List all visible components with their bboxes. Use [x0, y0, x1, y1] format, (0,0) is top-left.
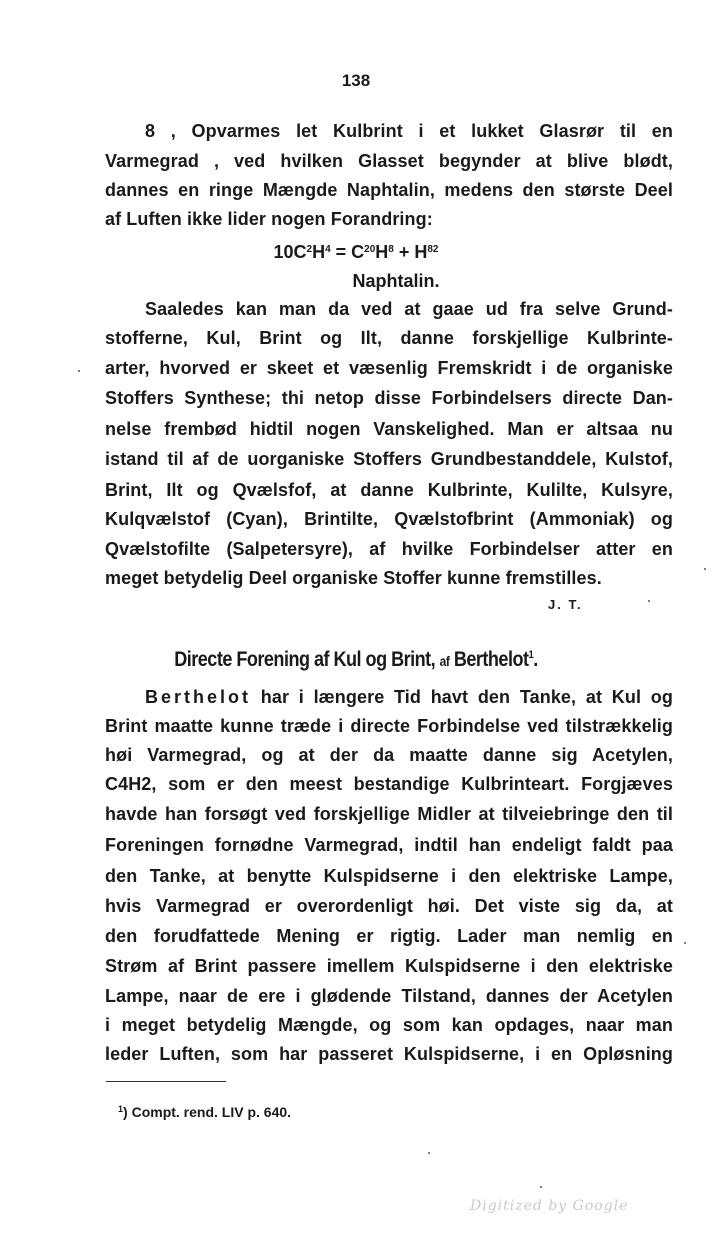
formula-part: H — [375, 242, 389, 262]
formula-part: 10C — [273, 242, 307, 262]
heading-period: . — [533, 648, 538, 671]
text-line — [145, 686, 673, 708]
formula-sup: 8 — [388, 244, 394, 255]
text-line: C4H2, som er den meest bestandige Kulbrinteart. Forgjæves — [105, 774, 673, 794]
text-line: stofferne, Kul, Brint og Ilt, danne forskjellige Kulbrinte- — [105, 328, 673, 348]
text-line: Kulqvælstof (Cyan), Brintilte, Qvælstofbrint (Ammoniak) og — [105, 509, 673, 529]
text-line: Strøm af Brint passere imellem Kulspidserne i den elektriske — [105, 956, 673, 976]
footnote-divider — [106, 1081, 226, 1082]
formula-sup: 4 — [325, 244, 331, 255]
formula-part: + H — [393, 242, 428, 262]
formula-sup: 2 — [306, 244, 313, 255]
formula-part: H — [312, 242, 326, 262]
page-number: 138 — [341, 71, 371, 90]
scan-speck — [428, 1152, 430, 1154]
section-heading — [50, 648, 662, 672]
heading-author: Berthelot — [453, 648, 529, 671]
chemical-formula — [0, 241, 712, 263]
text-line: dannes en ringe Mængde Naphtalin, medens den største Deel — [105, 180, 673, 200]
footnote-paren: ) — [123, 1104, 128, 1120]
author-name: Berthelot — [145, 687, 252, 707]
text-line: i meget betydelig Mængde, og som kan opdages, naar man — [105, 1015, 673, 1035]
text-line-rest: har i længere Tid havt den Tanke, at Kul og — [251, 687, 673, 707]
scan-speck — [684, 942, 686, 944]
text-line: Saaledes kan man da ved at gaae ud fra selve Grund- — [145, 299, 673, 319]
scan-speck — [78, 370, 80, 372]
text-line: Stoffers Synthese; thi netop disse Forbindelsers directe Dan- — [105, 388, 673, 408]
footnote — [118, 1104, 291, 1120]
scan-watermark: Digitized by Google — [470, 1198, 629, 1214]
heading-af: af — [439, 653, 450, 669]
text-line: høi Varmegrad, og at der da maatte danne sig Acetylen, — [105, 745, 673, 765]
text-line: af Luften ikke lider nogen Forandring: — [105, 209, 433, 229]
text-line: den forudfattede Mening er rigtig. Lader man nemlig en — [105, 926, 673, 946]
formula-part: = C — [330, 242, 365, 262]
formula-sup: 82 — [427, 244, 439, 255]
text-line: Foreningen fornødne Varmegrad, indtil han endeligt faldt paa — [105, 835, 673, 855]
text-line: 8 , Opvarmes let Kulbrint i et lukket Glasrør til en — [145, 121, 673, 141]
text-line: arter, hvorved er skeet et væsenlig Fremskridt i de organiske — [105, 358, 673, 378]
text-line: Qvælstofilte (Salpetersyre), af hvilke Forbindelser atter en — [105, 539, 673, 559]
scan-speck — [648, 600, 650, 602]
text-line: Brint maatte kunne træde i directe Forbindelse ved tilstrækkelig — [105, 716, 673, 736]
text-line: leder Luften, som har passeret Kulspidserne, i en Opløsning — [105, 1044, 673, 1064]
heading-title: Directe Forening af Kul og Brint, — [174, 648, 436, 671]
formula-sup: 20 — [364, 244, 376, 255]
scan-speck — [704, 568, 706, 570]
text-line: Varmegrad , ved hvilken Glasset begynder at blive blødt, — [105, 151, 673, 171]
text-line: Lampe, naar de ere i glødende Tilstand, dannes der Acetylen — [105, 986, 673, 1006]
text-line: istand til af de uorganiske Stoffers Grundbestanddele, Kulstof, — [105, 449, 673, 469]
heading-footnote-mark: 1 — [528, 649, 534, 661]
text-line: hvis Varmegrad er overordenligt høi. Det viste sig da, at — [105, 896, 673, 916]
formula-caption: Naphtalin. — [352, 271, 440, 291]
text-line: den Tanke, at benytte Kulspidserne i den elektriske Lampe, — [105, 866, 673, 886]
text-line: Brint, Ilt og Qvælsfof, at danne Kulbrinte, Kulilte, Kulsyre, — [105, 480, 673, 500]
footnote-text: Compt. rend. LIV p. 640. — [127, 1104, 292, 1120]
text-line: meget betydelig Deel organiske Stoffer kunne fremstilles. — [105, 568, 602, 588]
scan-speck — [540, 1186, 542, 1188]
author-initials: J. T. — [548, 597, 583, 612]
text-line: havde han forsøgt ved forskjellige Midler at tilveiebringe den til — [105, 804, 673, 824]
footnote-mark: 1 — [118, 1104, 124, 1114]
text-line: nelse frembød hidtil nogen Vanskelighed. Man er altsaa nu — [105, 419, 673, 439]
